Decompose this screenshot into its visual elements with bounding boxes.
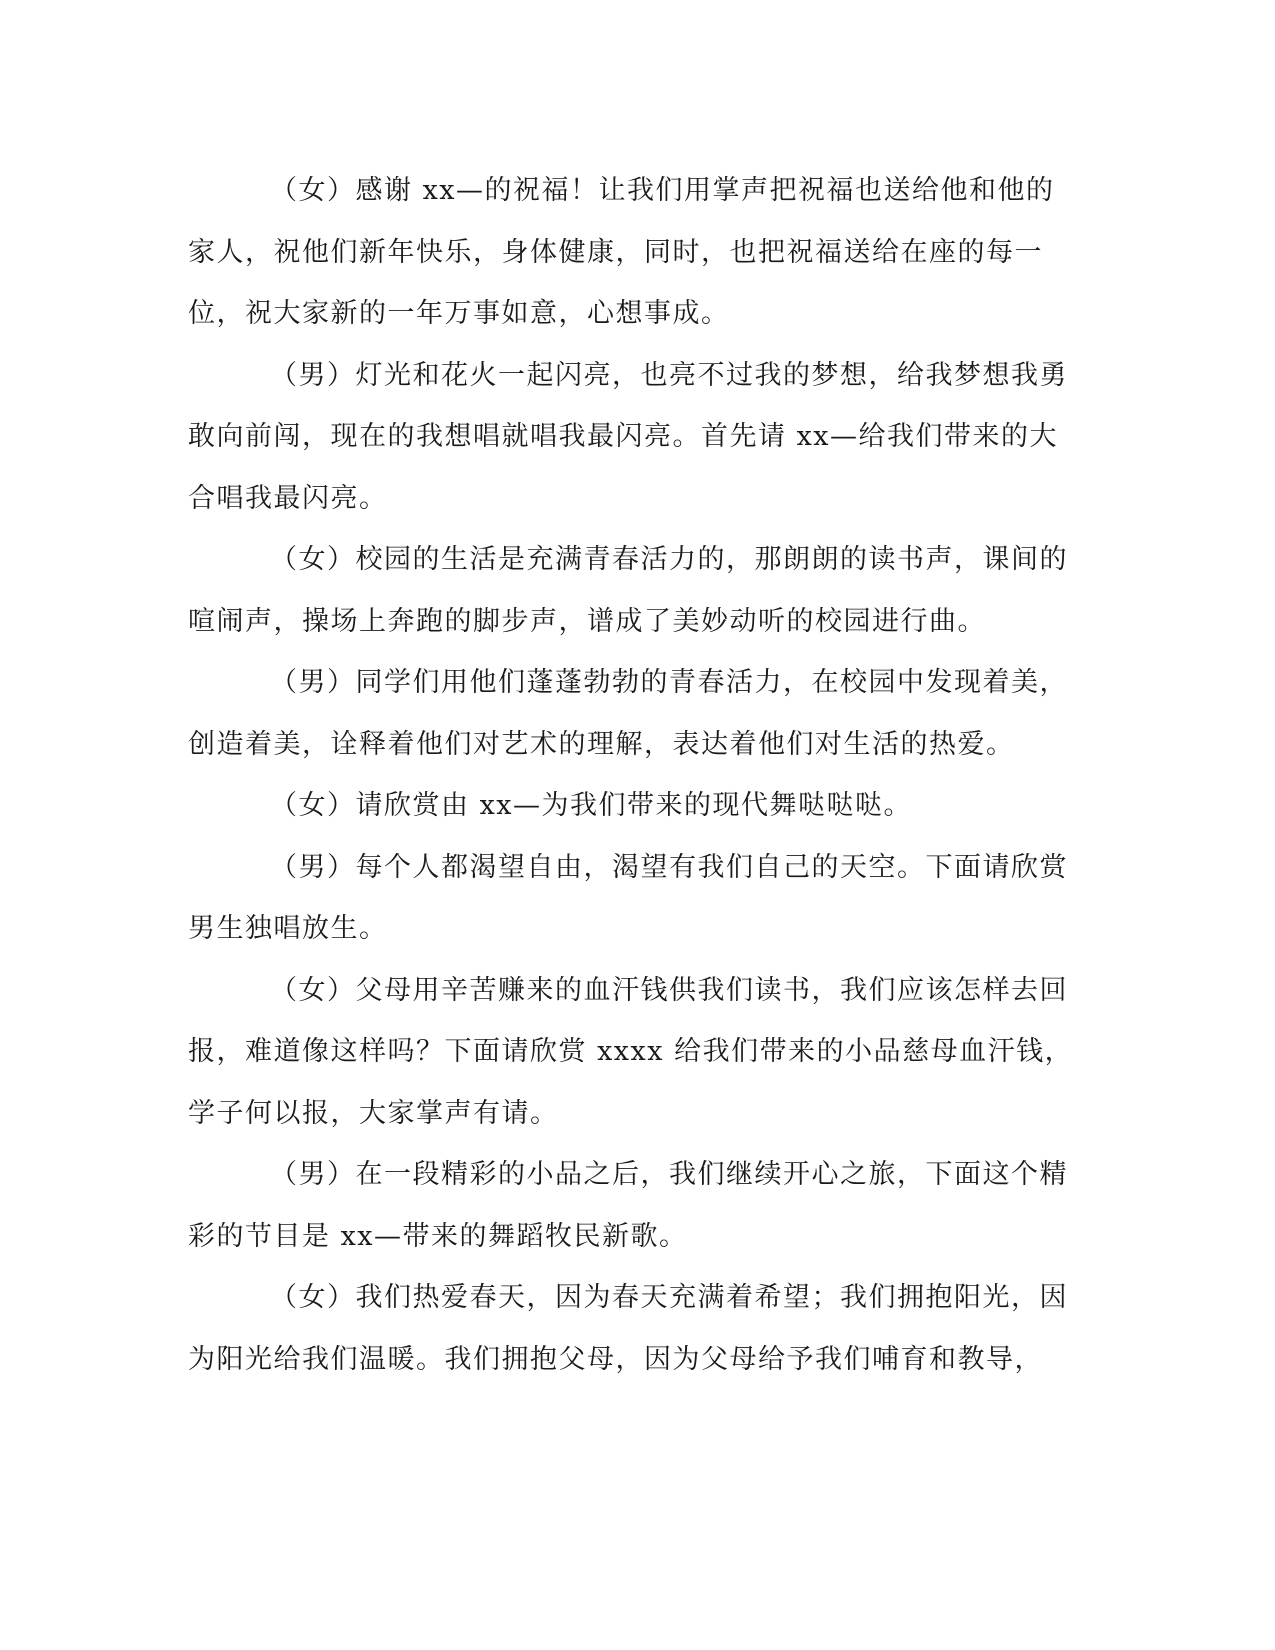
paragraph-9: （女）我们热爱春天，因为春天充满着希望；我们拥抱阳光，因为阳光给我们温暖。我们拥抱父母，因为父母给予我们哺育和教导， [188, 1282, 1068, 1375]
paragraph-6: （男）每个人都渴望自由，渴望有我们自己的天空。下面请欣赏男生独唱放生。 [188, 851, 1068, 944]
paragraph-2: （男）灯光和花火一起闪亮，也亮不过我的梦想，给我梦想我勇敢向前闯，现在的我想唱就唱我最闪亮。首先请 xx—给我们带来的大合唱我最闪亮。 [188, 359, 1068, 514]
paragraph-7: （女）父母用辛苦赚来的血汗钱供我们读书，我们应该怎样去回报，难道像这样吗？下面请欣赏 xxxx 给我们带来的小品慈母血汗钱，学子何以报，大家掌声有请。 [188, 974, 1074, 1129]
paragraph-5: （女）请欣赏由 xx—为我们带来的现代舞哒哒哒。 [270, 790, 913, 821]
document-body [188, 160, 1078, 1390]
paragraph-1: （女）感谢 xx—的祝福！让我们用掌声把祝福也送给他和他的家人，祝他们新年快乐，身体健康，同时，也把祝福送给在座的每一位，祝大家新的一年万事如意，心想事成。 [188, 175, 1055, 329]
paragraph-4: （男）同学们用他们蓬蓬勃勃的青春活力，在校园中发现着美，创造着美，诠释着他们对艺术的理解，表达着他们对生活的热爱。 [188, 667, 1068, 760]
paragraph-3: （女）校园的生活是充满青春活力的，那朗朗的读书声，课间的喧闹声，操场上奔跑的脚步声，谱成了美妙动听的校园进行曲。 [188, 544, 1068, 637]
paragraph-8: （男）在一段精彩的小品之后，我们继续开心之旅，下面这个精彩的节目是 xx—带来的舞蹈牧民新歌。 [188, 1159, 1068, 1252]
